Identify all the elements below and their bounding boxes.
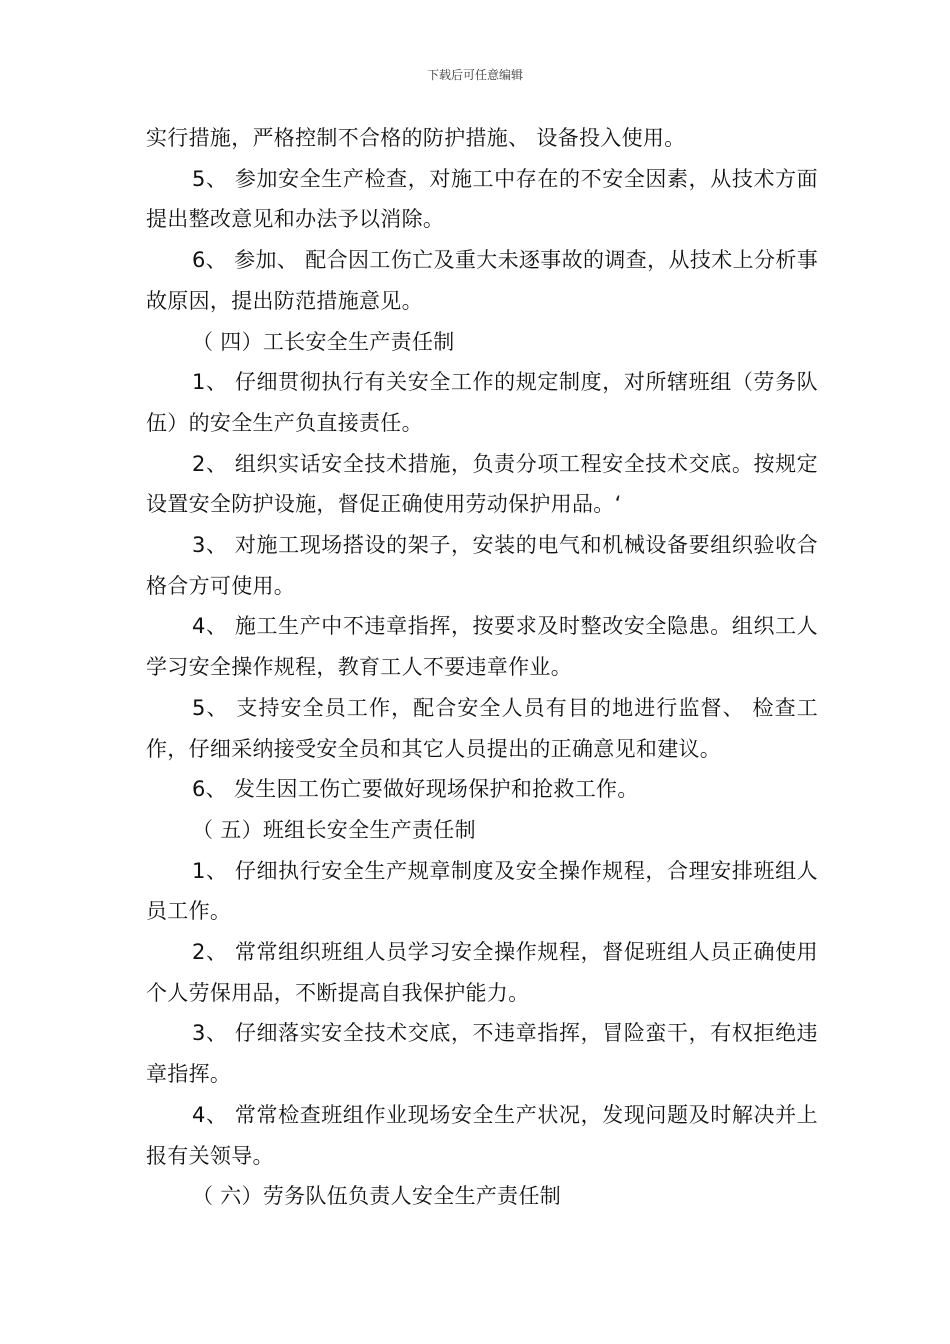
paragraph-item-2: 2、 常常组织班组人员学习安全操作规程，督促班组人员正确使用个人劳保用品，不断提高自我保护能力。 (146, 940, 818, 1005)
paragraph-item-4: 4、 施工生产中不违章指挥，按要求及时整改安全隐患。组织工人学习安全操作规程，教育工人不要违章作业。 (146, 614, 818, 680)
paragraph-continuation: 实行措施，严格控制不合格的防护措施、 设备投入使用。 (146, 126, 686, 150)
paragraph-item-6: 6、 参加、 配合因工伤亡及重大未逐事故的调查，从技术上分析事故原因，提出防范措施意见。 (146, 248, 818, 313)
paragraph-item-5: 5、 支持安全员工作，配合安全人员有目的地进行监督、 检查工作，仔细采纳接受安全员和其它人员提出的正确意见和建议。 (146, 695, 818, 761)
section-heading-6: （ 六）劳务队伍负责人安全生产责任制 (192, 1184, 562, 1209)
paragraph-item-3: 3、 对施工现场搭设的架子，安装的电气和机械设备要组织验收合格合方可使用。 (146, 533, 818, 598)
section-heading-5: （ 五）班组长安全生产责任制 (192, 817, 476, 842)
paragraph-item-1: 1、 仔细执行安全生产规章制度及安全操作规程，合理安排班组人员工作。 (146, 858, 818, 924)
paragraph-item-1: 1、 仔细贯彻执行有关安全工作的规定制度，对所辖班组（劳务队伍）的安全生产负直接责任。 (146, 370, 818, 435)
section-heading-4: （ 四）工长安全生产责任制 (192, 329, 455, 354)
paragraph-item-3: 3、 仔细落实安全技术交底，不违章指挥，冒险蛮干，有权拒绝违章指挥。 (146, 1021, 818, 1087)
paragraph-item-4: 4、 常常检查班组作业现场安全生产状况，发现问题及时解决并上报有关领导。 (146, 1102, 818, 1168)
paragraph-item-5: 5、 参加安全生产检查，对施工中存在的不安全因素，从技术方面提出整改意见和办法予以消除。 (146, 166, 818, 232)
paragraph-item-6: 6、 发生因工伤亡要做好现场保护和抢救工作。 (192, 777, 639, 802)
page-header: 下载后可任意编辑 (426, 68, 523, 82)
document-body (146, 118, 818, 1217)
paragraph-item-2: 2、 组织实话安全技术措施，负责分项工程安全技术交底。按规定设置安全防护设施，督促正确使用劳动保护用品。‘ (146, 451, 818, 517)
